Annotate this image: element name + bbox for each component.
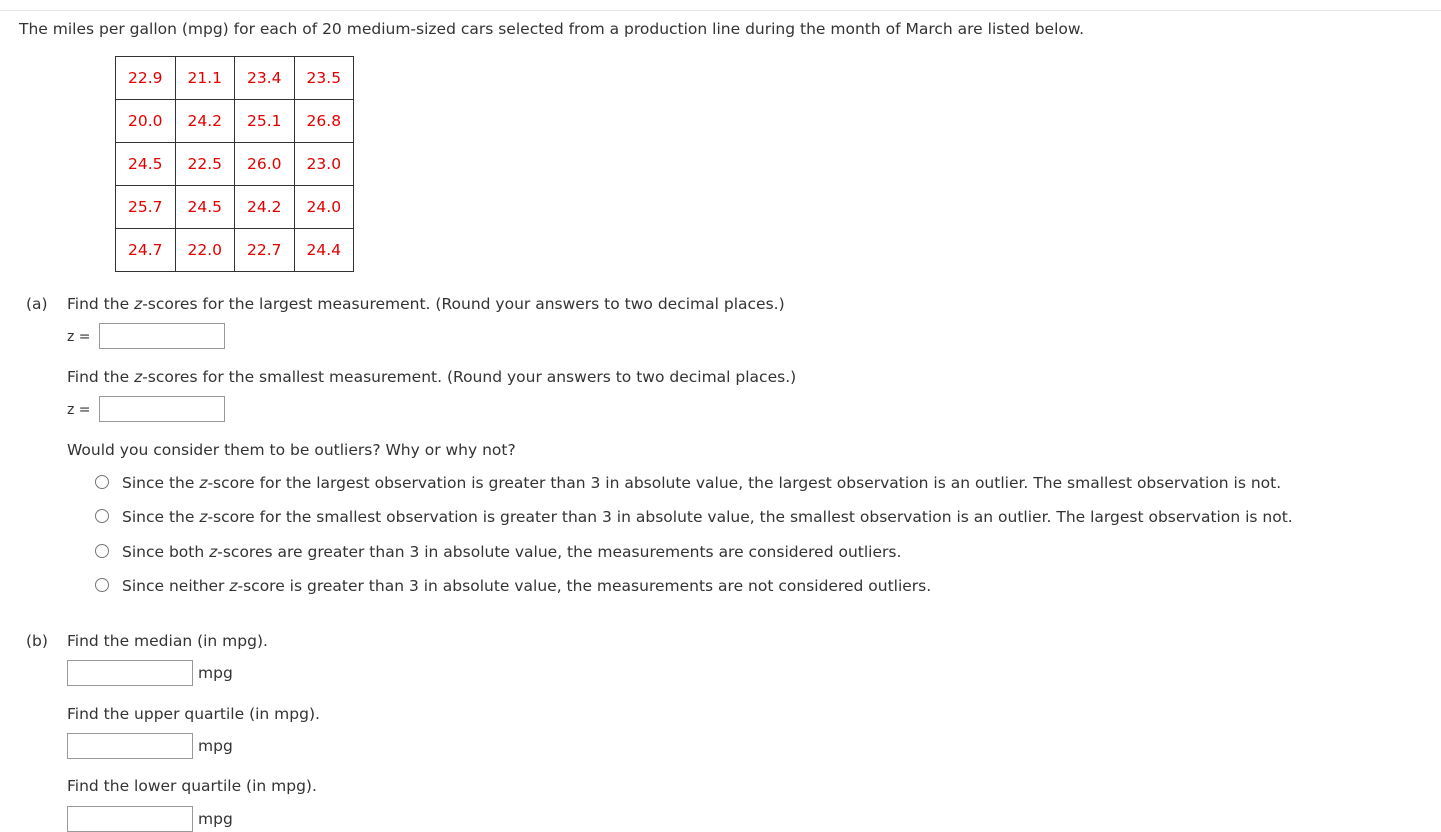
- table-cell: 23.0: [294, 143, 354, 186]
- outlier-option-1-radio[interactable]: [95, 475, 109, 489]
- option-text: Since neither: [122, 577, 230, 595]
- outlier-option-4-radio[interactable]: [95, 578, 109, 592]
- mpg-data-table: [115, 56, 354, 272]
- table-cell: 22.7: [235, 229, 295, 272]
- z-variable: z: [134, 368, 143, 386]
- upper-quartile-input[interactable]: [67, 733, 193, 759]
- table-cell: 24.5: [175, 186, 235, 229]
- table-cell: 24.4: [294, 229, 354, 272]
- question-text: Find the: [67, 295, 135, 313]
- outlier-option-4-label[interactable]: [122, 576, 931, 596]
- table-cell: 25.7: [116, 186, 176, 229]
- table-row: [116, 57, 354, 100]
- table-cell: 22.9: [116, 57, 176, 100]
- z-smallest-input[interactable]: [99, 396, 225, 422]
- table-cell: 24.7: [116, 229, 176, 272]
- table-cell: 22.0: [175, 229, 235, 272]
- z-largest-input[interactable]: [99, 323, 225, 349]
- table-cell: 21.1: [175, 57, 235, 100]
- z-variable: z: [199, 508, 208, 526]
- option-text: -score for the smallest observation is greater than 3 in absolute value, the smallest observation is an outlier. The largest observation is not.: [207, 508, 1293, 526]
- upper-quartile-unit: mpg: [198, 737, 233, 755]
- z-variable: z: [209, 543, 218, 561]
- part-b-label: (b): [26, 632, 48, 650]
- table-row: [116, 100, 354, 143]
- z-label-smallest: z =: [67, 402, 91, 418]
- lower-quartile-unit: mpg: [198, 810, 233, 828]
- table-cell: 20.0: [116, 100, 176, 143]
- table-cell: 24.2: [235, 186, 295, 229]
- problem-intro: The miles per gallon (mpg) for each of 20 medium-sized cars selected from a production line during the month of March are listed below.: [19, 20, 1085, 38]
- question-text: -scores for the smallest measurement. (Round your answers to two decimal places.): [142, 368, 797, 386]
- median-unit: mpg: [198, 664, 233, 682]
- median-question: Find the median (in mpg).: [67, 632, 268, 650]
- option-text: -scores are greater than 3 in absolute value, the measurements are considered outliers.: [217, 543, 902, 561]
- top-divider: [0, 10, 1441, 11]
- z-variable: z: [134, 295, 143, 313]
- question-text: Find the: [67, 368, 135, 386]
- outlier-option-1-label[interactable]: [122, 473, 1281, 493]
- table-cell: 24.0: [294, 186, 354, 229]
- option-text: Since the: [122, 508, 200, 526]
- table-cell: 23.4: [235, 57, 295, 100]
- part-a-question-largest: [67, 294, 785, 314]
- table-cell: 24.2: [175, 100, 235, 143]
- table-row: [116, 186, 354, 229]
- table-row: [116, 229, 354, 272]
- option-text: Since the: [122, 474, 200, 492]
- z-label-largest: z =: [67, 329, 91, 345]
- outlier-option-3-radio[interactable]: [95, 544, 109, 558]
- outlier-option-2-label[interactable]: [122, 507, 1293, 527]
- table-cell: 22.5: [175, 143, 235, 186]
- z-variable: z: [199, 474, 208, 492]
- lower-quartile-question: Find the lower quartile (in mpg).: [67, 777, 317, 795]
- option-text: -score for the largest observation is greater than 3 in absolute value, the largest observation is an outlier. The smallest observation is not.: [207, 474, 1282, 492]
- z-variable: z: [229, 577, 238, 595]
- option-text: Since both: [122, 543, 210, 561]
- table-cell: 25.1: [235, 100, 295, 143]
- option-text: -score is greater than 3 in absolute value, the measurements are not considered outliers.: [237, 577, 932, 595]
- outlier-option-3-label[interactable]: [122, 542, 901, 562]
- part-a-label: (a): [26, 295, 48, 313]
- table-cell: 24.5: [116, 143, 176, 186]
- lower-quartile-input[interactable]: [67, 806, 193, 832]
- table-row: [116, 143, 354, 186]
- upper-quartile-question: Find the upper quartile (in mpg).: [67, 705, 320, 723]
- outlier-option-2-radio[interactable]: [95, 509, 109, 523]
- table-cell: 26.8: [294, 100, 354, 143]
- table-cell: 23.5: [294, 57, 354, 100]
- outlier-question: Would you consider them to be outliers? Why or why not?: [67, 441, 516, 459]
- median-input[interactable]: [67, 660, 193, 686]
- question-text: -scores for the largest measurement. (Round your answers to two decimal places.): [142, 295, 785, 313]
- table-cell: 26.0: [235, 143, 295, 186]
- part-a-question-smallest: [67, 367, 796, 387]
